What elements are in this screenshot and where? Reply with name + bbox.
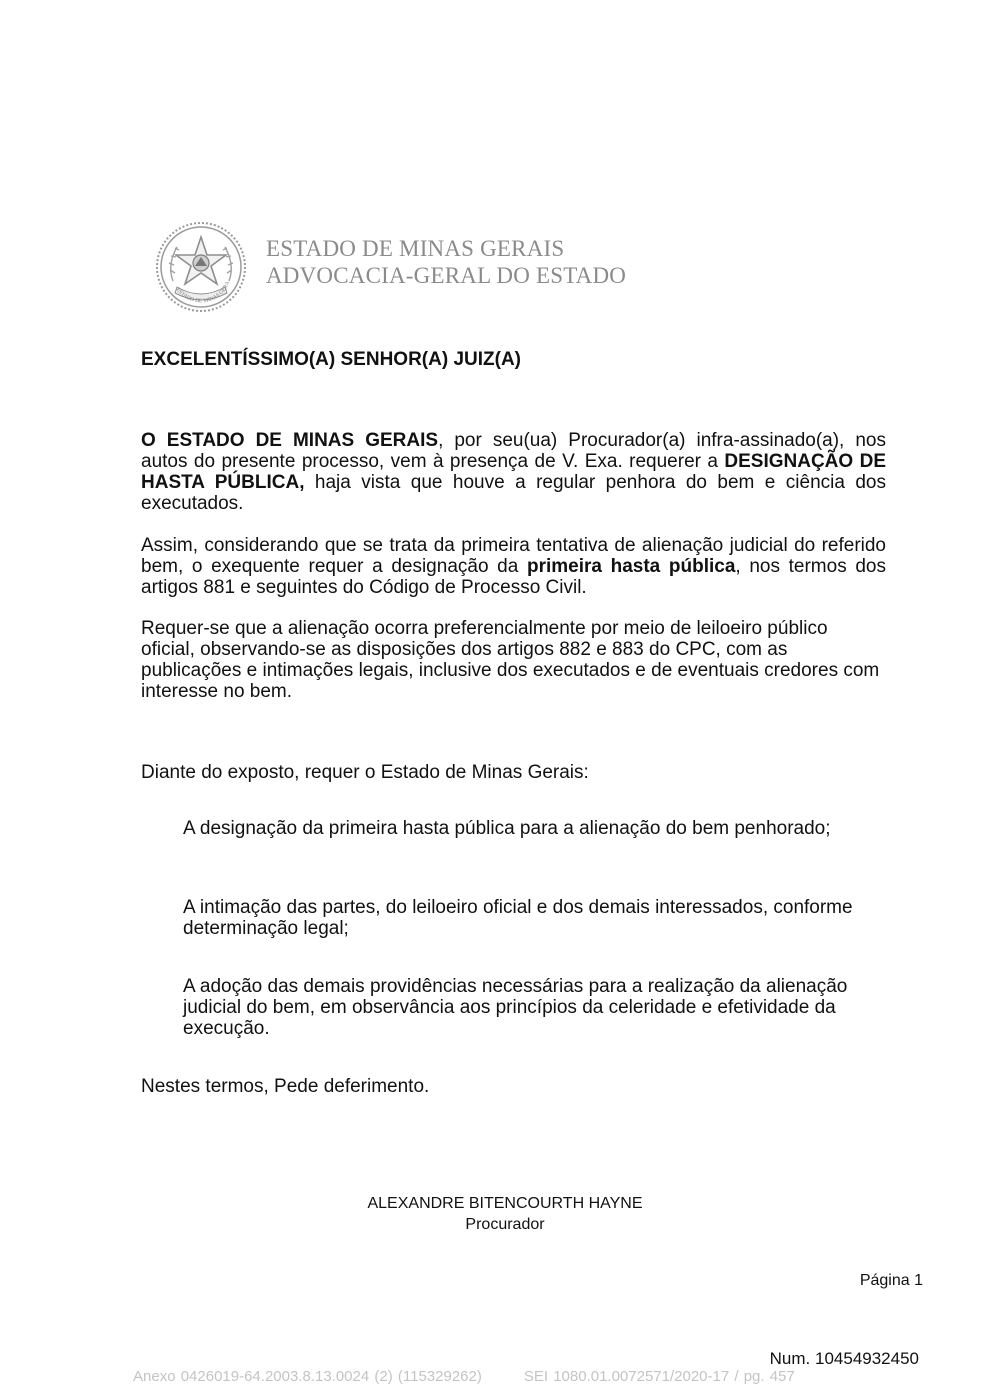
signature-block	[300, 1193, 710, 1235]
opening-paragraph-text-a: , por seu(ua) Procurador(a) infra-assinado(a), nos autos do presente processo, vem à presença de V. Exa. requerer a	[141, 430, 886, 472]
addressee-heading: EXCELENTÍSSIMO(A) SENHOR(A) JUIZ(A)	[141, 349, 521, 370]
page-number: Página 1	[859, 1272, 923, 1289]
request-item: A intimação das partes, do leiloeiro oficial e dos demais interessados, conforme determinação legal;	[183, 897, 853, 939]
first-auction-paragraph-text-a: Assim, considerando que se trata da primeira tentativa de alienação judicial do referido bem, o exequente requer a designação da	[141, 535, 886, 577]
opening-paragraph-emphasis: DESIGNAÇÃO DE HASTA PÚBLICA,	[141, 451, 886, 493]
opening-paragraph-text-c: haja vista que houve a regular penhora do bem e ciência dos executados.	[141, 472, 886, 514]
document-number: Num. 10454932450	[769, 1349, 919, 1368]
footer-annex-reference: Anexo 0426019-64.2003.8.13.0024 (2) (115329262)	[133, 1368, 482, 1385]
request-item: A adoção das demais providências necessárias para a realização da alienação judicial do bem, em observância aos princípios da celeridade e efetividade da execução.	[183, 976, 848, 1039]
closing-statement: Nestes termos, Pede deferimento.	[141, 1076, 430, 1097]
opening-paragraph	[141, 430, 886, 514]
svg-text:ESTADO DE MINAS GERAIS: ESTADO DE MINAS GERA	[174, 280, 232, 305]
signatory-name: ALEXANDRE BITENCOURTH HAYNE	[367, 1195, 643, 1212]
opening-paragraph-lead: O ESTADO DE MINAS GERAIS	[141, 430, 439, 451]
organization-name-line-2: ADVOCACIA-GERAL DO ESTADO	[266, 263, 627, 288]
organization-name-line-1: ESTADO DE MINAS GERAIS	[266, 236, 565, 261]
request-intro: Diante do exposto, requer o Estado de Minas Gerais:	[141, 762, 589, 783]
first-auction-paragraph-emphasis: primeira hasta pública	[526, 556, 736, 577]
footer-watermark	[133, 1368, 795, 1385]
request-item: A designação da primeira hasta pública para a alienação do bem penhorado;	[183, 818, 831, 839]
signatory-title: Procurador	[465, 1216, 545, 1233]
first-auction-paragraph	[141, 535, 886, 598]
footer-sei-reference: SEI 1080.01.0072571/2020-17 / pg. 457	[523, 1368, 795, 1385]
first-auction-paragraph-text-c: , nos termos dos artigos 881 e seguintes do Código de Processo Civil.	[141, 556, 886, 598]
auctioneer-paragraph: Requer-se que a alienação ocorra preferencialmente por meio de leiloeiro público oficial, observando-se as disposições dos artigos 882 e 883 do CPC, com as publicações e intimações legais, inclusive dos executados e de eventuais credores com interesse no bem.	[141, 618, 880, 702]
state-coat-of-arms-icon	[155, 221, 247, 313]
